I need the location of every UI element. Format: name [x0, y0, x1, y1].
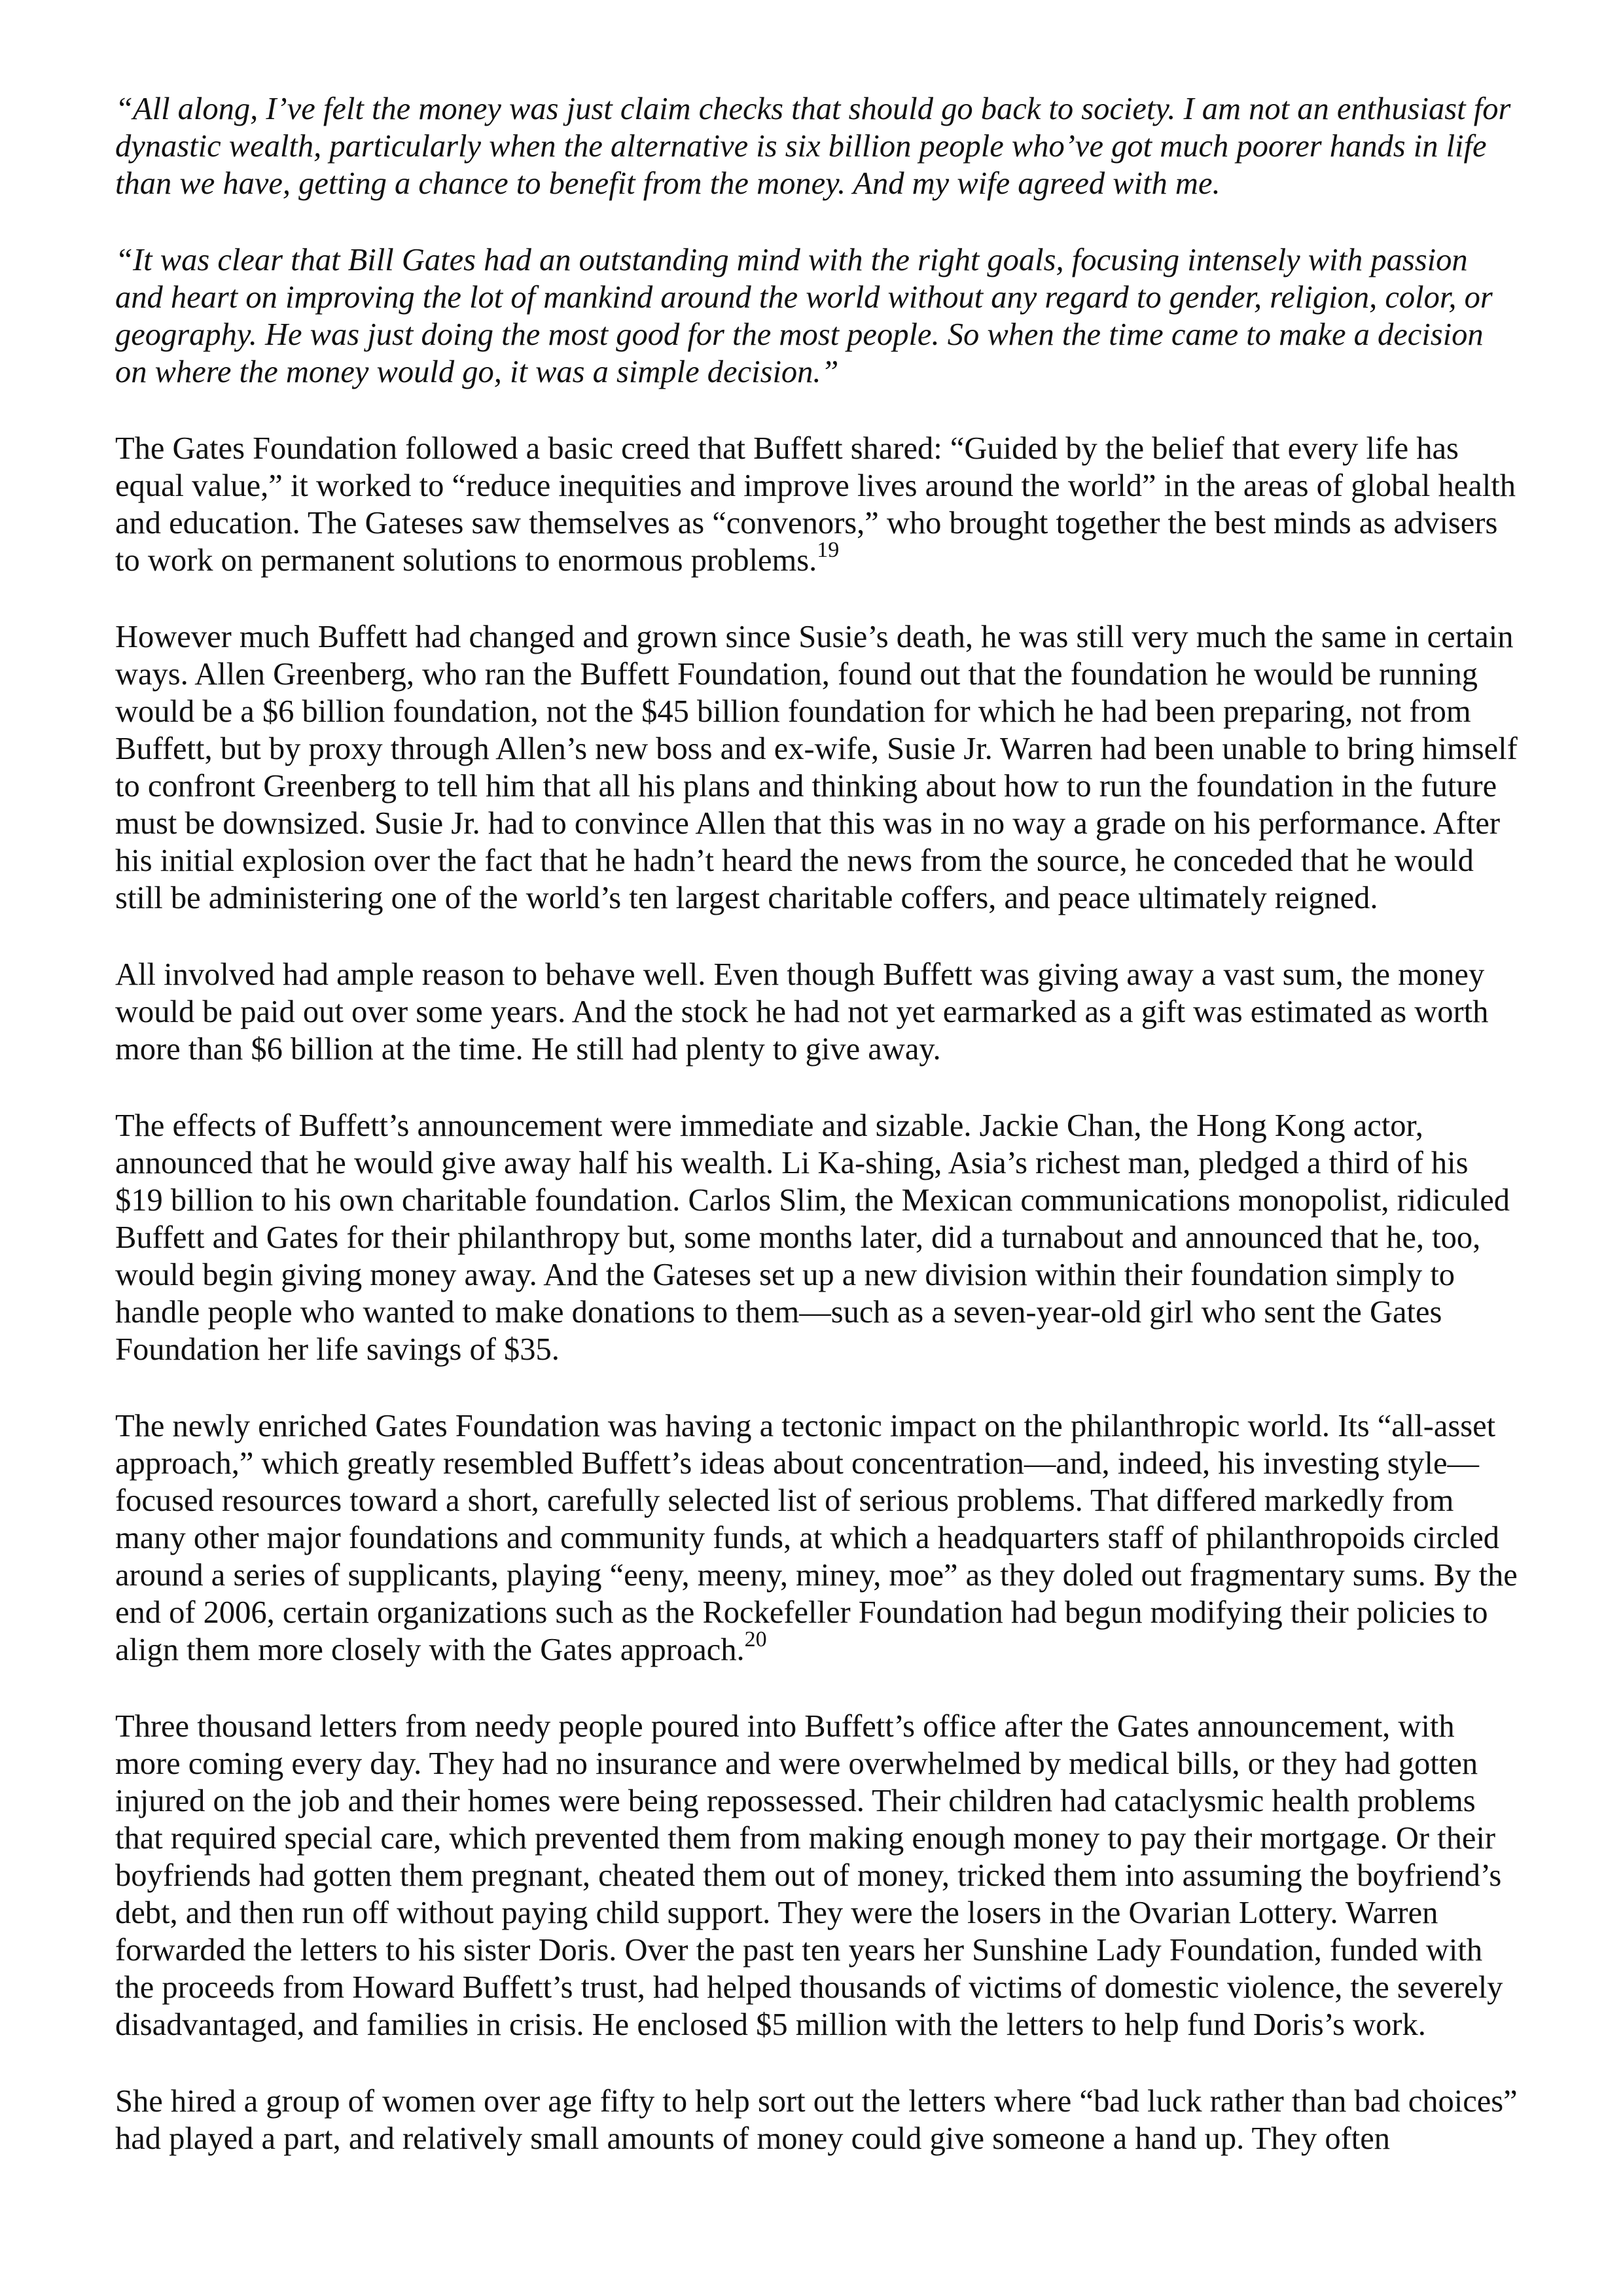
body-paragraph-sorting-letters — [115, 2083, 1522, 2157]
body-paragraph-greenberg — [115, 618, 1522, 917]
quote-paragraph-1 — [115, 90, 1522, 202]
body-paragraph-letters — [115, 1708, 1522, 2043]
body-paragraph-ample-reason-text: All involved had ample reason to behave well. Even though Buffett was giving away a vast sum, the money would be paid out over some years. And the stock he had not yet earmarked as a gift was estimated as worth more than $6 billion at the time. He still had plenty to give away. — [115, 957, 1489, 1067]
body-paragraph-ample-reason — [115, 956, 1522, 1068]
quote-paragraph-2 — [115, 241, 1522, 391]
body-paragraph-gates-creed-text: The Gates Foundation followed a basic creed that Buffett shared: “Guided by the belief that every life has equal value,” it worked to “reduce inequities and improve lives around the world” in the areas of global health and education. The Gateses saw themselves as “convenors,” who brought together the best minds as advisers to work on permanent solutions to enormous problems. — [115, 431, 1516, 578]
quote-paragraph-1-text: “All along, I’ve felt the money was just claim checks that should go back to society. I am not an enthusiast for dynastic wealth, particularly when the alternative is six billion people who’ve got much poorer hands in life than we have, getting a chance to benefit from the money. And my wife agreed with me. — [115, 92, 1511, 201]
body-paragraph-gates-creed — [115, 430, 1522, 579]
body-paragraph-letters-text: Three thousand letters from needy people poured into Buffett’s office after the Gates announcement, with more coming every day. They had no insurance and were overwhelmed by medical bills, or they had gotten injured on the job and their homes were being repossessed. Their children had cataclysmic health problems that required special care, which prevented them from making enough money to pay their mortgage. Or their boyfriends had gotten them pregnant, cheated them out of money, tricked them into assuming the boyfriend’s debt, and then run off without paying child support. They were the losers in the Ovarian Lottery. Warren forwarded the letters to his sister Doris. Over the past ten years her Sunshine Lady Foundation, funded with the proceeds from Howard Buffett’s trust, had helped thousands of victims of domestic violence, the severely disadvantaged, and families in crisis. He enclosed $5 million with the letters to help fund Doris’s work. — [115, 1709, 1503, 2042]
body-paragraph-sorting-letters-text: She hired a group of women over age fifty to help sort out the letters where “bad luck rather than bad choices” had played a part, and relatively small amounts of money could give someone a hand up. They often — [115, 2084, 1518, 2156]
body-paragraph-greenberg-text: However much Buffett had changed and grown since Susie’s death, he was still very much the same in certain ways. Allen Greenberg, who ran the Buffett Foundation, found out that the foundation he would be running would be a $6 billion foundation, not the $45 billion foundation for which he had been preparing, not from Buffett, but by proxy through Allen’s new boss and ex-wife, Susie Jr. Warren had been unable to bring himself to confront Greenberg to tell him that all his plans and thinking about how to run the foundation in the future must be downsized. Susie Jr. had to convince Allen that this was in no way a grade on his performance. After his initial explosion over the fact that he hadn’t heard the news from the source, he conceded that he would still be administering one of the world’s ten largest charitable coffers, and peace ultimately reigned. — [115, 620, 1518, 915]
footnote-marker-20[interactable]: 20 — [744, 1627, 767, 1651]
quote-paragraph-2-text: “It was clear that Bill Gates had an outstanding mind with the right goals, focusing intensely with passion and heart on improving the lot of mankind around the world without any regard to gender, religion, color, or geography. He was just doing the most good for the most people. So when the time came to make a decision on where the money would go, it was a simple decision.” — [115, 243, 1493, 389]
body-paragraph-effects — [115, 1107, 1522, 1368]
body-paragraph-tectonic-impact-text: The newly enriched Gates Foundation was having a tectonic impact on the philanthropic world. Its “all-asset approach,” which greatly resembled Buffett’s ideas about concentration—and, indeed, his investing style—focused resources toward a short, carefully selected list of serious problems. That differed markedly from many other major foundations and community funds, at which a headquarters staff of philanthropoids circled around a series of supplicants, playing “eeny, meeny, miney, moe” as they doled out fragmentary sums. By the end of 2006, certain organizations such as the Rockefeller Foundation had begun modifying their policies to align them more closely with the Gates approach. — [115, 1409, 1518, 1667]
book-page — [115, 90, 1522, 2157]
footnote-marker-19[interactable]: 19 — [817, 537, 840, 562]
body-paragraph-effects-text: The effects of Buffett’s announcement were immediate and sizable. Jackie Chan, the Hong Kong actor, announced that he would give away half his wealth. Li Ka-shing, Asia’s richest man, pledged a third of his $19 billion to his own charitable foundation. Carlos Slim, the Mexican communications monopolist, ridiculed Buffett and Gates for their philanthropy but, some months later, did a turnabout and announced that he, too, would begin giving money away. And the Gateses set up a new division within their foundation simply to handle people who wanted to make donations to them—such as a seven-year-old girl who sent the Gates Foundation her life savings of $35. — [115, 1108, 1510, 1367]
body-paragraph-tectonic-impact — [115, 1407, 1522, 1669]
